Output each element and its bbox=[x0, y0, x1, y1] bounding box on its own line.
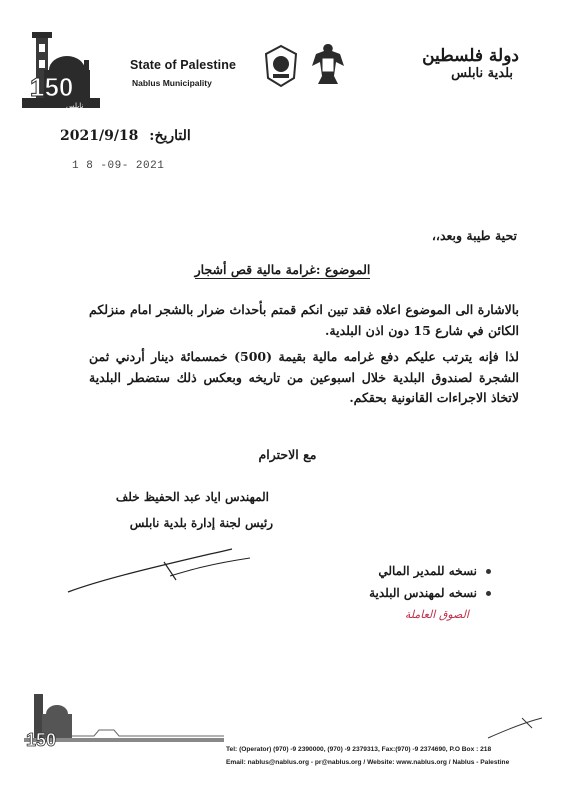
municipality-logo bbox=[22, 30, 100, 112]
bullet-icon bbox=[486, 591, 491, 596]
cc-item-finance: نسخه للمدير المالي bbox=[378, 564, 491, 578]
footer-contact bbox=[226, 746, 509, 772]
signatory-title: رئيس لجنة إدارة بلدية نابلس bbox=[129, 516, 273, 530]
footer-logo bbox=[24, 690, 224, 750]
footer-arrow-mark bbox=[486, 712, 546, 742]
cc-item-engineer: نسخه لمهندس البلدية bbox=[369, 586, 491, 600]
footer-phone-line: Tel: (Operator) (970) -9 2390000, (970) -9 2379313, Fax:(970) -9 2374690, P.O Box : 218 bbox=[226, 746, 492, 753]
header-english bbox=[130, 58, 236, 88]
subject-line: الموضوع :غرامة مالية قص أشجار bbox=[194, 262, 371, 277]
received-date-stamp: 1 8 -09- 2021 bbox=[72, 160, 165, 172]
footer-web-line: Email: nablus@nablus.org - pr@nablus.org / Website: www.nablus.org / Nablus - Palestine bbox=[226, 759, 510, 766]
footer-logo-numeral: 150 bbox=[26, 730, 57, 750]
closing-regards: مع الاحترام bbox=[258, 447, 317, 462]
logo-caption: نابلس bbox=[66, 102, 84, 110]
date-label: التاريخ: bbox=[149, 128, 191, 144]
logo-numeral: 150 bbox=[30, 72, 74, 102]
header-arabic bbox=[422, 46, 519, 81]
letter-date bbox=[60, 128, 230, 144]
state-title-ar: دولة فلسطين bbox=[422, 46, 519, 66]
paragraph-1: بالاشارة الى الموضوع اعلاه فقد تبين انكم قمتم بأحداث ضرار بالشجر امام منزلكم الكائن في شارع 15 دون اذن البلدية. bbox=[89, 302, 519, 338]
handwritten-note: الصوق العاملة bbox=[404, 608, 469, 621]
handwritten-signature bbox=[60, 540, 260, 600]
greeting: تحية طيبة وبعد،، bbox=[431, 228, 517, 243]
palestine-eagle-icon bbox=[310, 40, 346, 88]
municipality-title-en: Nablus Municipality bbox=[132, 78, 212, 88]
municipality-title-ar: بلدية نابلس bbox=[451, 66, 513, 81]
bullet-icon bbox=[486, 569, 491, 574]
signatory-name: المهندس اياد عبد الحفيظ خلف bbox=[115, 490, 269, 504]
state-title-en: State of Palestine bbox=[130, 58, 236, 72]
paragraph-2: لذا فإنه يترتب عليكم دفع غرامه مالية بقيمة (500) خمسمائة دينار أردني ثمن الشجرة لصندوق البلدية خلال اسبوعين من تاريخه وبعكس ذلك ستضطر البلدية لاتخاذ الاجراءات القانونية بحقكم. bbox=[89, 349, 519, 405]
date-value: 2021/9/18 bbox=[60, 128, 139, 144]
nablus-emblem-icon bbox=[264, 44, 298, 88]
